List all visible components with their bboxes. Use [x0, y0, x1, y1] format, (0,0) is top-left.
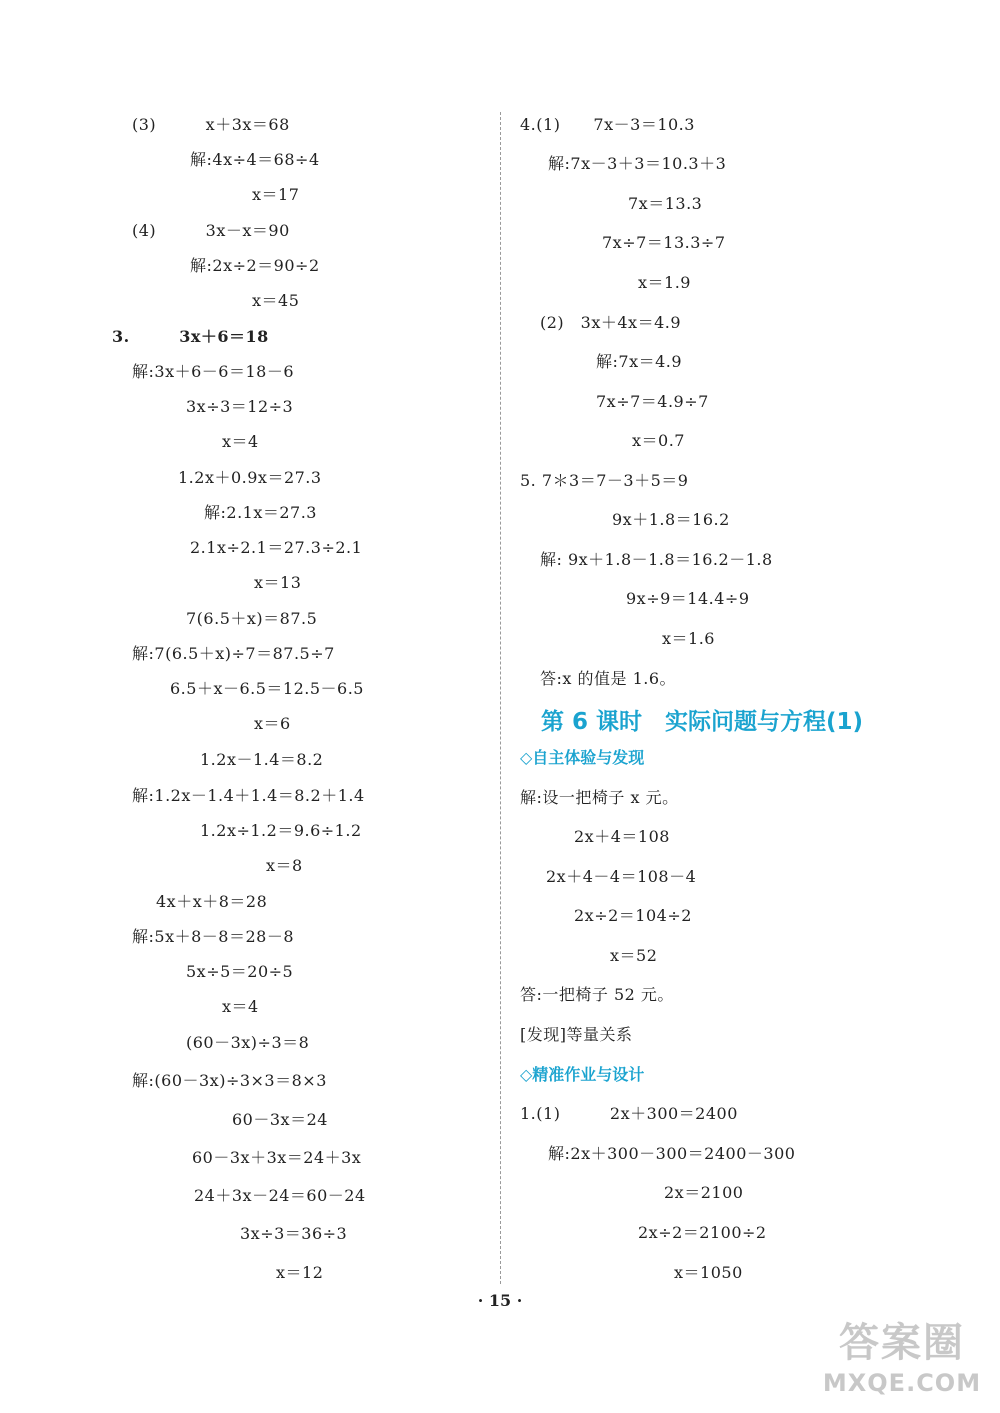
equation-line: 9x＋1.8＝16.2 [612, 510, 730, 529]
equation-line: (2) 3x＋4x＝4.9 [540, 313, 682, 332]
watermark-bottom-text: MXQE.COM [822, 1369, 982, 1397]
equation-line: 7x÷7＝4.9÷7 [596, 392, 709, 411]
problem-number: 3. 3x＋6＝18 [112, 327, 269, 346]
equation-line: 7x＝13.3 [628, 194, 703, 213]
equation-line: 解:3x＋6－6＝18－6 [132, 362, 294, 381]
equation-line: x＝17 [252, 185, 300, 204]
page-number: · 15 · [477, 1291, 523, 1310]
equation-line: 解:2x＋300－300＝2400－300 [548, 1144, 796, 1163]
equation-line: x＝52 [610, 946, 658, 965]
equation-line: x＝12 [276, 1263, 324, 1282]
equation-line: x＝1.9 [638, 273, 691, 292]
lesson-title: 第 6 课时 实际问题与方程(1) [541, 709, 864, 735]
equation-line: 解: 9x＋1.8－1.8＝16.2－1.8 [540, 550, 773, 569]
equation-line: 解:4x÷4＝68÷4 [190, 150, 320, 169]
section-heading-self-discovery: ◇自主体验与发现 [520, 748, 645, 767]
equation-line: 2.1x÷2.1＝27.3÷2.1 [190, 538, 363, 557]
equation-line: 3x÷3＝12÷3 [186, 397, 294, 416]
equation-line: 7(6.5＋x)＝87.5 [186, 609, 318, 628]
equation-line: 2x＋4＝108 [574, 827, 670, 846]
equation-line: 1.2x÷1.2＝9.6÷1.2 [200, 821, 362, 840]
equation-line: 解:7x－3＋3＝10.3＋3 [548, 154, 727, 173]
equation-line: 7x÷7＝13.3÷7 [602, 233, 726, 252]
equation-line: x＝4 [222, 432, 259, 451]
answer-line: 答:x 的值是 1.6。 [540, 669, 677, 688]
equation-line: 1.2x＋0.9x＝27.3 [178, 468, 322, 487]
discovery-note: [发现]等量关系 [520, 1025, 633, 1044]
column-divider [500, 112, 501, 1284]
equation-line: x＝13 [254, 573, 302, 592]
equation-line: 1.2x－1.4＝8.2 [200, 750, 324, 769]
equation-line: 解:2.1x＝27.3 [204, 503, 317, 522]
equation-line: 4x＋x＋8＝28 [156, 892, 268, 911]
equation-line: 解:1.2x－1.4＋1.4＝8.2＋1.4 [132, 786, 365, 805]
equation-line: x＝45 [252, 291, 300, 310]
equation-line: (3) x＋3x＝68 [132, 115, 290, 134]
equation-line: 解:5x＋8－8＝28－8 [132, 927, 294, 946]
equation-line: 5x÷5＝20÷5 [186, 962, 294, 981]
equation-line: x＝0.7 [632, 431, 685, 450]
equation-line: x＝8 [266, 856, 303, 875]
equation-line: 2x＋4－4＝108－4 [546, 867, 697, 886]
equation-line: x＝1050 [674, 1263, 743, 1282]
equation-line: (4) 3x－x＝90 [132, 221, 290, 240]
equation-line: 2x÷2＝2100÷2 [638, 1223, 767, 1242]
watermark-top-text: 答案圈 [839, 1320, 965, 1366]
equation-line: 5. 7＊3＝7－3＋5＝9 [520, 471, 689, 490]
equation-line: x＝1.6 [662, 629, 715, 648]
answer-line: 答:一把椅子 52 元。 [520, 985, 674, 1004]
equation-line: 9x÷9＝14.4÷9 [626, 589, 750, 608]
equation-line: 2x÷2＝104÷2 [574, 906, 692, 925]
equation-line: 1.(1) 2x＋300＝2400 [520, 1104, 738, 1123]
equation-line: 24＋3x－24＝60－24 [194, 1186, 366, 1205]
equation-line: 60－3x＋3x＝24＋3x [192, 1148, 362, 1167]
equation-line: x＝6 [254, 714, 291, 733]
equation-line: 60－3x＝24 [232, 1110, 328, 1129]
equation-line: 解:2x÷2＝90÷2 [190, 256, 320, 275]
equation-line: 6.5＋x－6.5＝12.5－6.5 [170, 679, 364, 698]
equation-line: 2x＝2100 [664, 1183, 744, 1202]
equation-line: 解:7(6.5＋x)÷7＝87.5÷7 [132, 644, 335, 663]
equation-line: 解:7x＝4.9 [596, 352, 683, 371]
section-heading-precise-work: ◇精准作业与设计 [520, 1065, 645, 1084]
equation-line: 解:设一把椅子 x 元。 [520, 788, 679, 807]
equation-line: x＝4 [222, 997, 259, 1016]
equation-line: 解:(60－3x)÷3×3＝8×3 [132, 1071, 327, 1090]
equation-line: 3x÷3＝36÷3 [240, 1224, 348, 1243]
equation-line: 4.(1) 7x－3＝10.3 [520, 115, 695, 134]
equation-line: (60－3x)÷3＝8 [186, 1033, 310, 1052]
watermark-logo [812, 1318, 992, 1408]
